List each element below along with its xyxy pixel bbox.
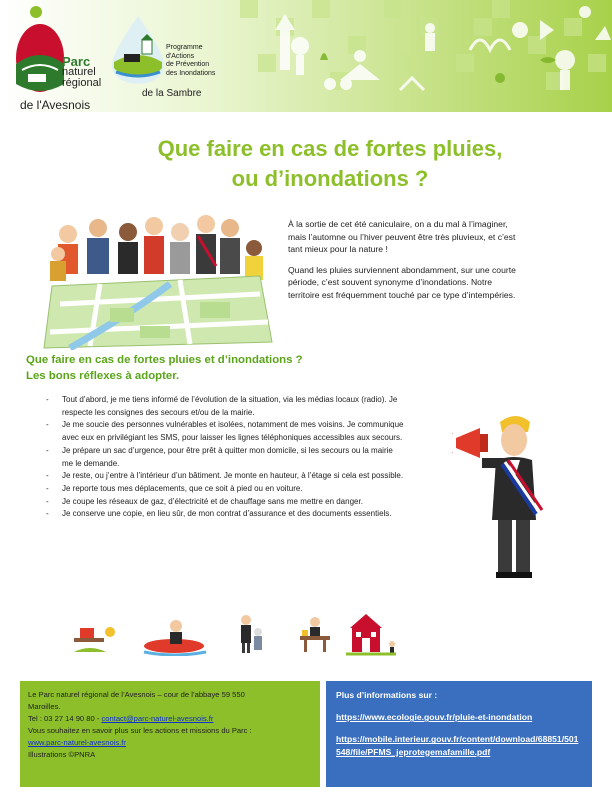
parc-logo-line2: naturel — [62, 66, 96, 78]
reflexes-icons-row — [70, 612, 410, 656]
footer-contact-box — [20, 681, 320, 787]
parc-logo-bottom: de l'Avesnois — [20, 98, 91, 112]
papi-logo-text — [166, 44, 236, 78]
footer-address-line1: Le Parc naturel régional de l’Avesnois – cour de l’abbaye 59 550 — [28, 690, 245, 699]
mayor-megaphone-illustration — [452, 414, 562, 580]
papi-sambre-logo — [108, 14, 218, 104]
community-map-illustration — [40, 214, 276, 350]
list-item: - Je reporte tous mes déplacements, que ce soit à pied ou en voiture. — [46, 483, 406, 496]
list-item: - Je prépare un sac d’urgence, pour être prêt à quitter mon domicile, si les secours ou la mairie me le demande. — [46, 445, 406, 470]
footer-credits: Illustrations ©PNRA — [28, 750, 96, 760]
footer-links-box — [326, 681, 592, 787]
title-line1: Que faire en cas de fortes pluies, — [157, 136, 503, 161]
list-item: - Je conserve une copie, en lieu sûr, de mon contrat d’assurance et des documents essentiels. — [46, 508, 406, 521]
megaphone-person-icon — [452, 414, 562, 580]
footer-website-link[interactable]: www.parc-naturel-avesnois.fr — [28, 738, 126, 748]
section-heading-line1: Que faire en cas de fortes pluies et d’inondations ? — [26, 354, 303, 366]
section-heading — [26, 352, 446, 384]
ecologie-link[interactable]: https://www.ecologie.gouv.fr/pluie-et-inondation — [336, 712, 533, 723]
footer-more-info-line: Vous souhaitez en savoir plus sur les actions et missions du Parc : — [28, 726, 252, 736]
interieur-pdf-link[interactable]: https://mobile.interieur.gouv.fr/content/download/68851/501548/file/PFMS_jeprotegemafamille.pdf — [336, 734, 579, 757]
rescue-boat-icon — [144, 620, 206, 655]
emergency-bag-icon — [300, 617, 330, 652]
papi-logo-bottom: de la Sambre — [142, 88, 202, 99]
papi-line3: de Prévention — [166, 61, 210, 68]
reflexes-icons — [70, 612, 410, 656]
intro-text-block — [288, 218, 518, 310]
people-with-map-icon — [40, 214, 276, 350]
list-item: - Je coupe les réseaux de gaz, d’électricité et de chauffage sans me mettre en danger. — [46, 496, 406, 509]
papi-line2: d'Actions — [166, 52, 195, 60]
title-line2: ou d’inondations ? — [231, 166, 429, 191]
parc-logo-line1: Parc — [62, 54, 91, 69]
papi-line4: des Inondations — [166, 69, 216, 77]
house-icon — [346, 614, 396, 654]
parc-logo-line3: régional — [62, 77, 102, 89]
section-heading-line2: Les bons réflexes à adopter. — [26, 370, 180, 382]
footer-address-line2: Maroilles. — [28, 702, 61, 712]
intro-paragraph-1: À la sortie de cet été caniculaire, on a du mal à l’imaginer, mais l’automne ou l’hiver peuvent être très pluvieux, et c’est tant mieux pour la nature ! — [288, 219, 516, 255]
parc-naturel-logo — [12, 4, 104, 112]
list-item: - Je reste, ou j’entre à l’intérieur d’un bâtiment. Je monte en hauteur, à l’étage si cela est possible. — [46, 470, 406, 483]
intro-paragraph-2: Quand les pluies surviennent abondamment, sur une courte période, c’est souvent synonyme d’inondations. Notre territoire est fréquemment touché par ce type d’intempéries. — [288, 264, 516, 300]
tips-list — [46, 394, 406, 521]
footer-contact-line — [28, 713, 312, 725]
footer-telephone: Tel : 03 27 14 90 80 - — [28, 714, 102, 724]
papi-line1: Programme — [166, 44, 203, 51]
list-item: - Tout d’abord, je me tiens informé de l’évolution de la situation, via les médias locaux (radio). Je respecte les consignes des secours et/ou de la mairie. — [46, 394, 406, 419]
papi-logo-drop-icon — [108, 14, 168, 84]
helping-neighbour-icon — [241, 615, 262, 653]
radio-icon — [74, 627, 115, 652]
footer-email-link[interactable]: contact@parc-naturel-avesnois.fr — [101, 714, 214, 724]
page-title — [100, 134, 560, 194]
list-item: - Je me soucie des personnes vulnérables et isolées, notamment de mes voisins. Je communique avec eux en privilégiant les SMS, pour laisser les lignes téléphoniques accessibles aux secours. — [46, 419, 406, 444]
footer-links-title: Plus d’informations sur : — [336, 690, 438, 700]
